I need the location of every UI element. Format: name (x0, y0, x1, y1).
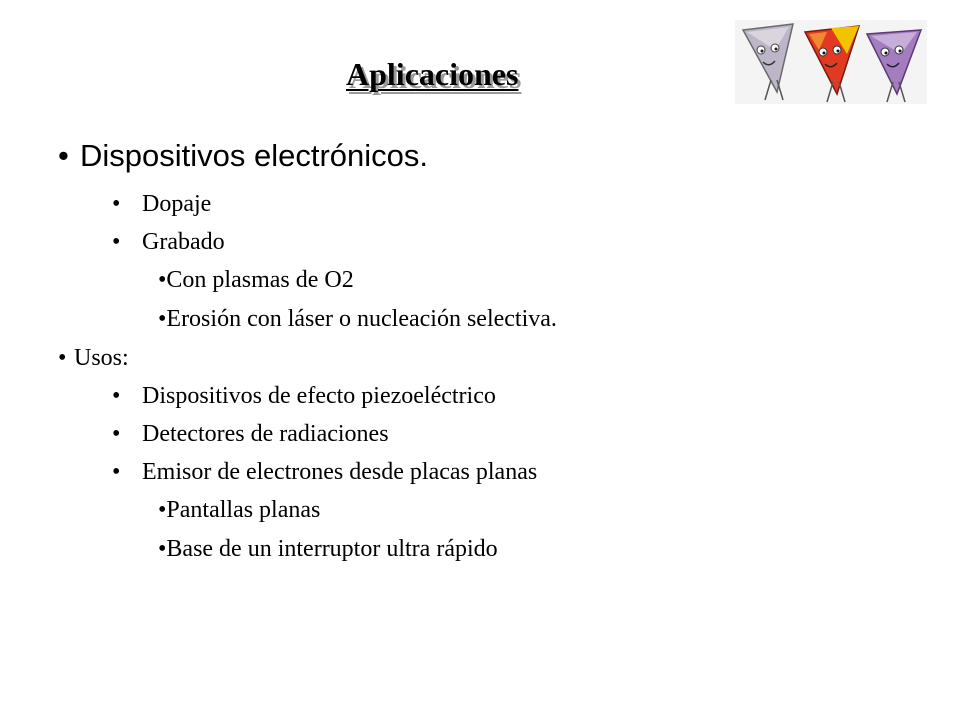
bullet-text: Dispositivos electrónicos. (80, 138, 429, 173)
bullet-glyph: • (158, 267, 167, 293)
bullet-piezo (112, 384, 496, 408)
bullet-text: Con plasmas de O2 (166, 267, 354, 293)
bullet-grabado (112, 230, 225, 254)
slide-title: Aplicaciones (346, 56, 519, 92)
grey-mascot-icon (743, 24, 793, 100)
bullet-plasmas (158, 268, 354, 292)
bullet-text: Erosión con láser o nucleación selectiva. (166, 306, 557, 332)
bullet-text: Dopaje (142, 191, 212, 217)
mascot-logo (735, 20, 927, 104)
bullet-glyph: • (58, 345, 67, 371)
bullet-glyph: • (158, 536, 167, 562)
bullet-glyph: • (58, 138, 69, 173)
bullet-glyph: • (112, 191, 121, 217)
bullet-pantallas (158, 498, 320, 522)
bullet-glyph: • (158, 497, 167, 523)
bullet-text: Dispositivos de efecto piezoeléctrico (142, 383, 496, 409)
bullet-text: Usos: (74, 345, 129, 371)
bullet-text: Emisor de electrones desde placas planas (142, 459, 538, 485)
bullet-text: Base de un interruptor ultra rápido (166, 536, 498, 562)
bullet-dopaje (112, 192, 211, 216)
bullet-glyph: • (112, 383, 121, 409)
purple-mascot-icon (867, 30, 921, 102)
bullet-glyph: • (112, 459, 121, 485)
bullet-detectores (112, 422, 389, 446)
bullet-erosion (158, 307, 557, 331)
bullet-emisor (112, 460, 537, 484)
bullet-glyph: • (112, 421, 121, 447)
bullet-base (158, 537, 498, 561)
red-mascot-icon (805, 26, 859, 102)
bullet-glyph: • (112, 229, 121, 255)
bullet-text: Grabado (142, 229, 225, 255)
bullet-dispositivos (58, 140, 428, 171)
bullet-usos (58, 346, 129, 370)
bullet-glyph: • (158, 306, 167, 332)
bullet-text: Pantallas planas (166, 497, 321, 523)
triangle-mascots-icon (735, 20, 927, 104)
bullet-text: Detectores de radiaciones (142, 421, 389, 447)
